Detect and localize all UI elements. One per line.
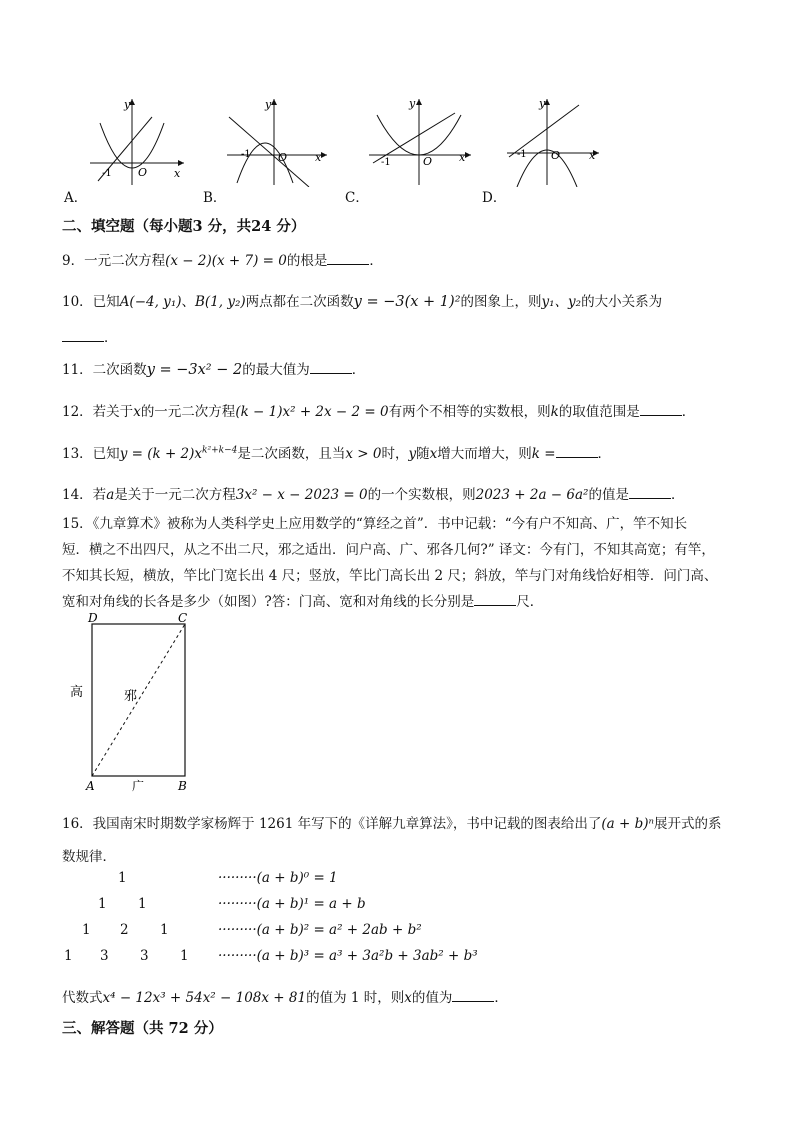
section-2-heading: 二、填空题（每小题3 分，共24 分） [62,218,306,235]
answer-blank-12[interactable] [640,403,682,416]
triangle-row-3-formula: ·········(a + b)³ = a³ + 3a²b + 3ab² + b³ [218,948,478,964]
graph-c-x: x [459,151,466,164]
question-16-line-3: 代数式x⁴ − 12x³ + 54x² − 108x + 81的值为 1 时，则x的值为 ． [62,990,508,1006]
graph-c-origin: O [423,155,433,168]
graph-a [88,95,188,187]
door-label-b: B [178,779,187,793]
graph-d [505,95,605,187]
section-3-heading: 三、解答题（共 72 分） [62,1020,223,1037]
graph-b [225,95,335,187]
triangle-row-2-coeff-0: 1 [82,922,91,938]
triangle-row-2-coeff-2: 1 [160,922,169,938]
door-label-width: 广 [132,779,145,793]
door-label-diagonal: 邪 [124,689,138,704]
graph-a-origin: O [138,166,148,179]
option-a-label[interactable]: A． [64,190,88,206]
answer-blank-14[interactable] [629,486,671,499]
question-11: 11．二次函数y = −3x² − 2的最大值为 ． [62,362,366,378]
graph-a-x: x [174,167,181,180]
graph-b-x: x [315,151,322,164]
question-16-line-1: 16．我国南宋时期数学家杨辉于 1261 年写下的《详解九章算法》，书中记载的图表给出了(a + b)ⁿ展开式的系 [62,816,722,832]
triangle-row-1-coeff-1: 1 [138,896,147,912]
door-figure [62,610,202,795]
triangle-row-3-coeff-3: 1 [180,948,189,964]
graph-d-origin: O [551,149,561,162]
graph-b-y: y [265,98,272,111]
question-15-line-2: 短．横之不出四尺，从之不出二尺，邪之适出．问户高、广、邪各几何?” 译文：今有门，不知其高宽；有竿， [62,542,715,558]
answer-blank-16[interactable] [452,989,494,1002]
graph-b-neg-one: -1 [241,149,251,160]
option-c-label[interactable]: C． [345,190,369,206]
graph-c-y: y [409,97,416,110]
graph-c [367,95,479,187]
triangle-row-1-formula: ·········(a + b)¹ = a + b [218,896,366,912]
question-10-blank-line: ． [62,326,118,346]
graph-d-x: x [589,149,596,162]
triangle-row-3-coeff-2: 3 [140,948,149,964]
door-label-c: C [178,611,188,625]
question-10: 10．已知A(−4, y₁)、B(1, y₂)两点都在二次函数y = −3(x + 1)²的图象上，则y₁、y₂的大小关系为 [62,294,663,310]
question-16-line-2: 数规律． [62,849,116,865]
answer-blank-13[interactable] [556,445,598,458]
answer-blank-10[interactable] [62,329,104,342]
graph-a-y: y [124,98,131,111]
graph-d-neg-one: -1 [517,149,527,160]
question-14: 14．若a是关于一元二次方程3x² − x − 2023 = 0的一个实数根，则2023 + 2a − 6a²的值是 ． [62,487,685,503]
option-b-label[interactable]: B． [203,190,227,206]
question-15-line-4: 宽和对角线的长各是多少（如图）?答：门高、宽和对角线的长分别是 尺． [62,594,544,610]
question-15-line-1: 15．《九章算术》被称为人类科学史上应用数学的“算经之首”．书中记载：“今有户不知高、广，竿不知长 [62,516,688,532]
door-label-d: D [88,611,98,625]
answer-blank-9[interactable] [327,252,369,265]
door-label-a: A [86,779,95,793]
graph-c-neg-one: -1 [381,157,391,168]
triangle-row-3-coeff-0: 1 [64,948,73,964]
triangle-row-0-coeff-0: 1 [118,870,127,886]
door-label-height: 高 [70,685,84,700]
graph-b-origin: O [278,151,288,164]
triangle-row-3-coeff-1: 3 [100,948,109,964]
question-12: 12．若关于x的一元二次方程(k − 1)x² + 2x − 2 = 0有两个不相等的实数根，则k的取值范围是 ． [62,404,696,420]
answer-blank-11[interactable] [310,361,352,374]
answer-blank-15[interactable] [474,593,516,606]
triangle-row-0-formula: ·········(a + b)⁰ = 1 [218,870,338,886]
triangle-row-1-coeff-0: 1 [98,896,107,912]
question-9: 9．一元二次方程(x − 2)(x + 7) = 0的根是 ． [62,253,383,269]
question-13: 13．已知$y = (k + 2)x^{k^2+k-4}$是二次函数，且当x > 0时，y随x增大而增大，则k = ． [62,445,612,462]
question-15-line-3: 不知其长短，横放，竿比门宽长出 4 尺；竖放，竿比门高长出 2 尺；斜放，竿与门对角线恰好相等．问门高、 [62,568,718,584]
triangle-row-2-formula: ·········(a + b)² = a² + 2ab + b² [218,922,422,938]
graph-d-y: y [539,97,546,110]
graph-a-neg-one: -1 [102,168,112,179]
option-d-label[interactable]: D． [482,190,507,206]
triangle-row-2-coeff-1: 2 [120,922,129,938]
